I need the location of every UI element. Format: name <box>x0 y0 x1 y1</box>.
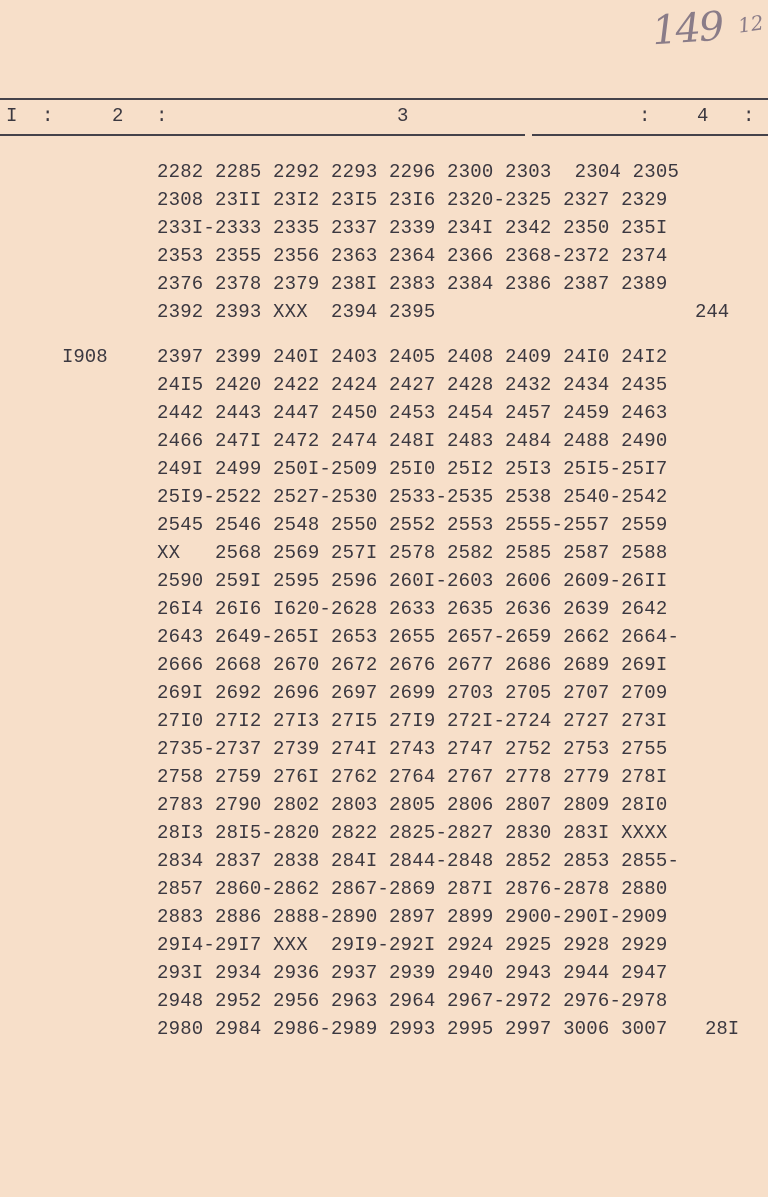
number-row: 269I 2692 2696 2697 2699 2703 2705 2707 2709 <box>157 682 668 704</box>
handwritten-page-number: 149 <box>650 3 724 55</box>
header-bottom-rule-right <box>532 134 768 136</box>
number-row: 2392 2393 XXX 2394 2395 <box>157 301 436 323</box>
header-column-2: 2 <box>112 105 124 127</box>
number-row: 2397 2399 240I 2403 2405 2408 2409 24I0 24I2 <box>157 346 668 368</box>
number-row: 2980 2984 2986-2989 2993 2995 2997 3006 3007 <box>157 1018 668 1040</box>
number-row: 27I0 27I2 27I3 27I5 27I9 272I-2724 2727 273I <box>157 710 668 732</box>
number-row: 2282 2285 2292 2293 2296 2300 2303 2304 2305 <box>157 161 680 183</box>
number-row: 2442 2443 2447 2450 2453 2454 2457 2459 2463 <box>157 402 668 424</box>
number-row: 2883 2886 2888-2890 2897 2899 2900-290I-2909 <box>157 906 668 928</box>
header-column-4: 4 <box>697 105 709 127</box>
block-total: 28I <box>705 1018 740 1040</box>
number-row: 2590 259I 2595 2596 260I-2603 2606 2609-26II <box>157 570 668 592</box>
header-bottom-rule-left <box>0 134 525 136</box>
number-row: 2857 2860-2862 2867-2869 287I 2876-2878 2880 <box>157 878 668 900</box>
number-row: 2353 2355 2356 2363 2364 2366 2368-2372 2374 <box>157 245 668 267</box>
year-label: I908 <box>62 346 108 368</box>
number-row: 26I4 26I6 I620-2628 2633 2635 2636 2639 2642 <box>157 598 668 620</box>
number-row: 2666 2668 2670 2672 2676 2677 2686 2689 269I <box>157 654 668 676</box>
block-total: 244 <box>695 301 730 323</box>
handwritten-page-number-extra: 12 <box>736 10 765 38</box>
number-row: 2376 2378 2379 238I 2383 2384 2386 2387 2389 <box>157 273 668 295</box>
number-row: 2545 2546 2548 2550 2552 2553 2555-2557 2559 <box>157 514 668 536</box>
number-row: 233I-2333 2335 2337 2339 234I 2342 2350 235I <box>157 217 668 239</box>
number-row: 249I 2499 250I-2509 25I0 25I2 25I3 25I5-25I7 <box>157 458 668 480</box>
number-row: 2308 23II 23I2 23I5 23I6 2320-2325 2327 2329 <box>157 189 668 211</box>
number-row: 25I9-2522 2527-2530 2533-2535 2538 2540-2542 <box>157 486 668 508</box>
header-top-rule <box>0 98 768 100</box>
header-separator: : <box>156 105 168 127</box>
number-row: XX 2568 2569 257I 2578 2582 2585 2587 2588 <box>157 542 668 564</box>
header-column-1: I <box>6 105 18 127</box>
number-row: 2834 2837 2838 284I 2844-2848 2852 2853 2855- <box>157 850 680 872</box>
number-row: 2466 247I 2472 2474 248I 2483 2484 2488 2490 <box>157 430 668 452</box>
header-separator: : <box>42 105 54 127</box>
number-row: 2735-2737 2739 274I 2743 2747 2752 2753 2755 <box>157 738 668 760</box>
number-row: 29I4-29I7 XXX 29I9-292I 2924 2925 2928 2929 <box>157 934 668 956</box>
number-row: 2643 2649-265I 2653 2655 2657-2659 2662 2664- <box>157 626 680 648</box>
header-separator: : <box>639 105 651 127</box>
header-column-3: 3 <box>397 105 409 127</box>
number-row: 293I 2934 2936 2937 2939 2940 2943 2944 2947 <box>157 962 668 984</box>
number-row: 2783 2790 2802 2803 2805 2806 2807 2809 28I0 <box>157 794 668 816</box>
number-row: 2758 2759 276I 2762 2764 2767 2778 2779 278I <box>157 766 668 788</box>
number-row: 28I3 28I5-2820 2822 2825-2827 2830 283I XXXX <box>157 822 668 844</box>
header-separator: : <box>743 105 755 127</box>
number-row: 2948 2952 2956 2963 2964 2967-2972 2976-2978 <box>157 990 668 1012</box>
number-row: 24I5 2420 2422 2424 2427 2428 2432 2434 2435 <box>157 374 668 396</box>
